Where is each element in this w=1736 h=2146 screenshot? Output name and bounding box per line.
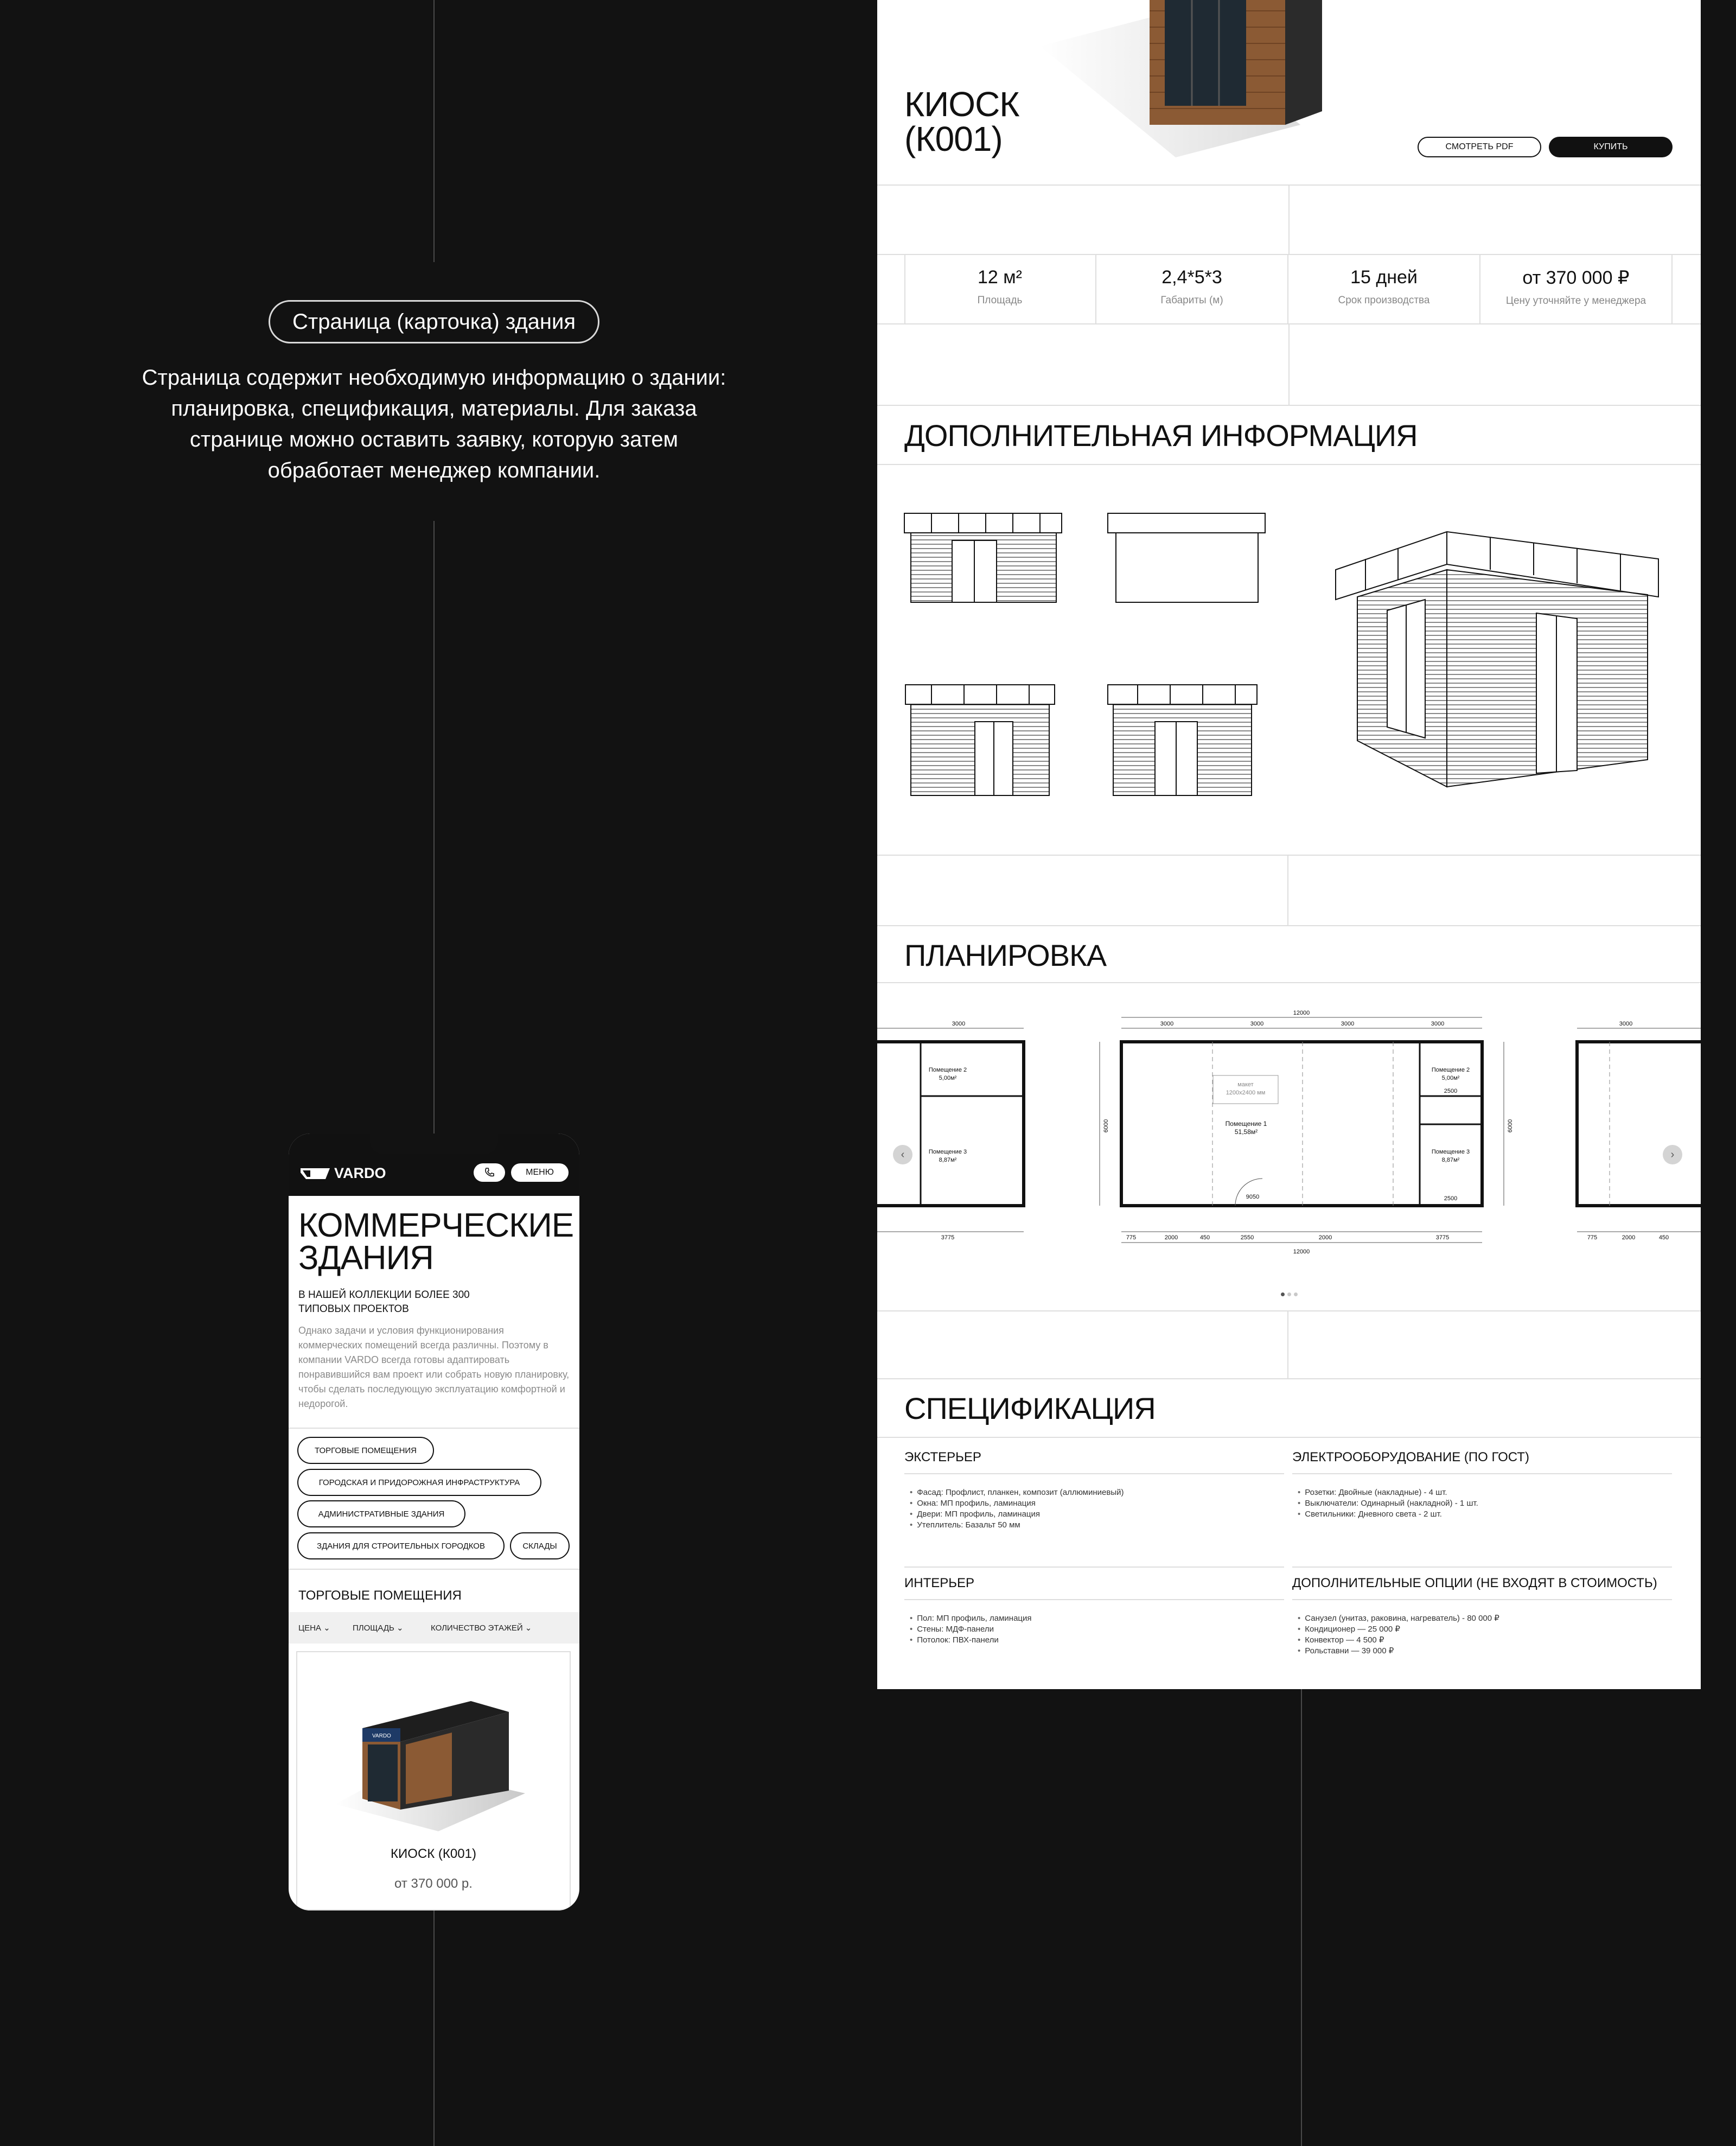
guide-line <box>433 1911 435 2146</box>
svg-text:3775: 3775 <box>1435 1234 1450 1241</box>
svg-text:6000: 6000 <box>1103 1119 1109 1133</box>
svg-text:2000: 2000 <box>1622 1234 1636 1241</box>
svg-text:51,58м²: 51,58м² <box>1234 1128 1258 1136</box>
chip-infrastructure[interactable]: ГОРОДСКАЯ И ПРИДОРОЖНАЯ ИНФРАСТРУКТУРА <box>297 1469 541 1496</box>
svg-text:2000: 2000 <box>1164 1234 1178 1241</box>
slider-prev-button[interactable]: ‹ <box>893 1145 912 1164</box>
filter-price[interactable]: ЦЕНА ⌄ <box>298 1623 330 1633</box>
svg-text:9050: 9050 <box>1246 1194 1260 1200</box>
floor-plan-slider <box>877 1004 1701 1264</box>
section-additional-info: ДОПОЛНИТЕЛЬНАЯ ИНФОРМАЦИЯ <box>904 418 1418 453</box>
filter-bar <box>289 1612 579 1644</box>
svg-text:6000: 6000 <box>1507 1119 1514 1133</box>
menu-button[interactable]: МЕНЮ <box>511 1163 569 1182</box>
intro-pill: Страница (карточка) здания <box>269 300 599 343</box>
svg-text:12000: 12000 <box>1293 1010 1310 1016</box>
svg-text:775: 775 <box>1587 1234 1598 1241</box>
slider-next-button[interactable]: › <box>1663 1145 1682 1164</box>
section-specification: СПЕЦИФИКАЦИЯ <box>904 1391 1156 1425</box>
product-card-name: КИОСК (К001) <box>391 1846 476 1861</box>
filter-area[interactable]: ПЛОЩАДЬ ⌄ <box>353 1623 404 1633</box>
vardo-logo[interactable]: VARDO <box>301 1165 386 1182</box>
stat-production-time: 15 дней Срок производства <box>1338 267 1430 306</box>
stat-price: от 370 000 ₽ Цену уточняйте у менеджера <box>1505 268 1646 307</box>
chip-construction[interactable]: ЗДАНИЯ ДЛЯ СТРОИТЕЛЬНЫХ ГОРОДКОВ <box>297 1532 505 1559</box>
section-layout: ПЛАНИРОВКА <box>904 938 1107 972</box>
product-title: КИОСК (К001) <box>904 85 1019 158</box>
product-card[interactable] <box>296 1651 571 1911</box>
slider-dot[interactable] <box>1287 1292 1291 1296</box>
stat-area: 12 м² Площадь <box>977 267 1023 306</box>
phone-notch <box>370 1134 498 1154</box>
call-button[interactable] <box>474 1163 505 1182</box>
svg-text:2500: 2500 <box>1444 1195 1458 1202</box>
mobile-page-title: КОММЕРЧЕСКИЕ ЗДАНИЯ <box>298 1207 574 1277</box>
view-pdf-button[interactable]: СМОТРЕТЬ PDF <box>1418 137 1541 157</box>
chip-administrative[interactable]: АДМИНИСТРАТИВНЫЕ ЗДАНИЯ <box>297 1500 465 1527</box>
svg-text:2500: 2500 <box>1444 1088 1458 1094</box>
svg-text:макет: макет <box>1237 1081 1254 1088</box>
facade-drawings <box>877 467 1701 857</box>
spec-interior: ИНТЕРЬЕР • Пол: МП профиль, ламинация • Стены: МДФ-панели • Потолок: ПВХ-панели <box>904 1566 1284 1646</box>
svg-text:1200x2400 мм: 1200x2400 мм <box>1226 1090 1266 1096</box>
mobile-catalog-page <box>289 1134 579 1911</box>
spec-electric: ЭЛЕКТРООБОРУДОВАНИЕ (ПО ГОСТ) • Розетки: Двойные (накладные) - 4 шт. • Выключатели: Одинарный (накладной) - 1 шт. • Светильники: Дневного света - 2 шт. <box>1292 1442 1672 1520</box>
svg-text:5,00м²: 5,00м² <box>1441 1075 1460 1081</box>
svg-text:VARDO: VARDO <box>372 1733 391 1739</box>
svg-text:3000: 3000 <box>1341 1021 1355 1027</box>
svg-text:3000: 3000 <box>952 1021 966 1027</box>
svg-text:775: 775 <box>1126 1234 1137 1241</box>
svg-text:Помещение 1: Помещение 1 <box>1225 1120 1267 1128</box>
svg-text:Помещение 3: Помещение 3 <box>928 1149 967 1155</box>
svg-text:2000: 2000 <box>1318 1234 1332 1241</box>
svg-text:450: 450 <box>1199 1234 1210 1241</box>
svg-text:8,87м²: 8,87м² <box>1441 1157 1460 1163</box>
chip-retail[interactable]: ТОРГОВЫЕ ПОМЕЩЕНИЯ <box>297 1437 434 1464</box>
spec-exterior: ЭКСТЕРЬЕР • Фасад: Профлист, планкен, композит (аллюминиевый) • Окна: МП профиль, ламинация • Двери: МП профиль, ламинация • Утеплитель: Базальт 50 мм <box>904 1442 1284 1531</box>
kiosk-thumbnail <box>330 1669 536 1831</box>
logo-icon <box>301 1167 330 1180</box>
buy-button[interactable]: КУПИТЬ <box>1549 137 1673 157</box>
stat-dimensions: 2,4*5*3 Габариты (м) <box>1160 267 1223 306</box>
svg-text:3000: 3000 <box>1431 1021 1445 1027</box>
svg-text:450: 450 <box>1658 1234 1669 1241</box>
mobile-section-title: ТОРГОВЫЕ ПОМЕЩЕНИЯ <box>298 1588 462 1603</box>
svg-text:3000: 3000 <box>1250 1021 1264 1027</box>
phone-icon <box>484 1167 495 1178</box>
svg-text:3000: 3000 <box>1619 1021 1633 1027</box>
svg-text:3775: 3775 <box>941 1234 955 1241</box>
svg-text:2550: 2550 <box>1240 1234 1254 1241</box>
slider-dot[interactable] <box>1294 1292 1298 1296</box>
svg-text:Помещение 3: Помещение 3 <box>1431 1149 1470 1155</box>
svg-text:3000: 3000 <box>1160 1021 1174 1027</box>
guide-line <box>433 0 435 262</box>
spec-options: ДОПОЛНИТЕЛЬНЫЕ ОПЦИИ (НЕ ВХОДЯТ В СТОИМОСТЬ) • Санузел (унитаз, раковина, нагреватель) - 80 000 ₽ • Кондиционер — 25 000 ₽ • Конвектор — 4 500 ₽ • Рольставни — 39 000 ₽ <box>1292 1566 1672 1657</box>
svg-text:Помещение 2: Помещение 2 <box>1431 1067 1470 1073</box>
svg-text:12000: 12000 <box>1293 1249 1310 1255</box>
guide-line <box>1301 1689 1302 2146</box>
guide-line <box>433 521 435 1134</box>
kiosk-photo <box>1040 0 1322 157</box>
mobile-description: Однако задачи и условия функционирования коммерческих помещений всегда различны. Поэтому в компании VARDO всегда готовы адаптировать понравившийся вам проект или собрать новую планировку, чтобы сделать последующую эксплуатацию комфортной и недорогой. <box>298 1325 570 1409</box>
desktop-building-page <box>877 0 1701 1689</box>
mobile-subtitle: В НАШЕЙ КОЛЛЕКЦИИ БОЛЕЕ 300 ТИПОВЫХ ПРОЕКТОВ <box>298 1289 470 1315</box>
filter-floors[interactable]: КОЛИЧЕСТВО ЭТАЖЕЙ ⌄ <box>431 1623 532 1633</box>
intro-text: Страница содержит необходимую информацию о здании: планировка, спецификация, материалы. Для заказа странице можно оставить заявку, которую затем обработает менеджер компании. <box>142 366 726 482</box>
svg-text:8,87м²: 8,87м² <box>939 1157 957 1163</box>
chip-warehouses[interactable]: СКЛАДЫ <box>510 1532 570 1559</box>
slider-dot-active[interactable] <box>1281 1292 1285 1296</box>
svg-text:Помещение 2: Помещение 2 <box>928 1067 967 1073</box>
product-card-price: от 370 000 р. <box>394 1876 473 1891</box>
svg-text:5,00м²: 5,00м² <box>939 1075 957 1081</box>
